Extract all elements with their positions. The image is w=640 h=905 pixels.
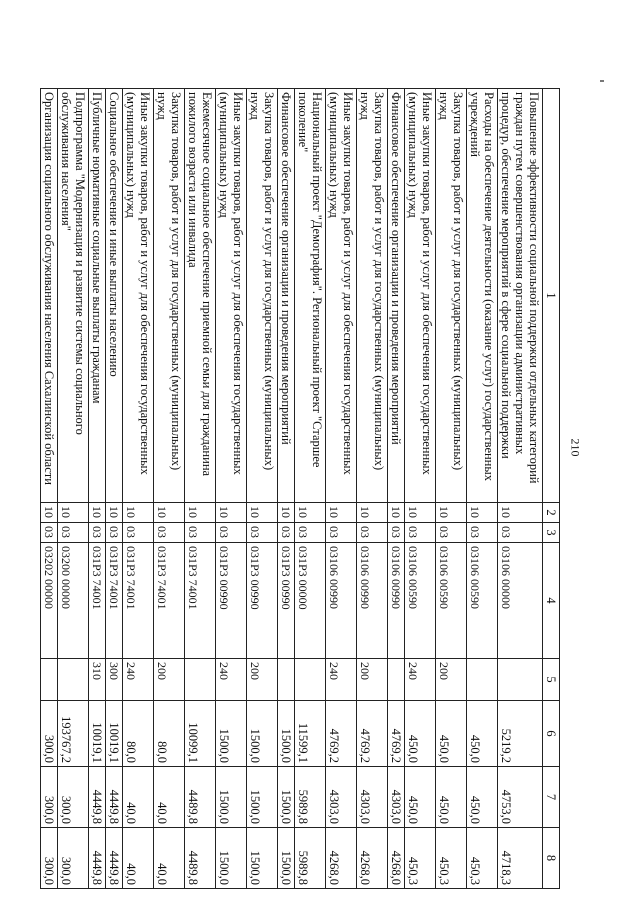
column-header: 2 xyxy=(543,503,560,523)
row-value-cell: 03 xyxy=(216,523,247,543)
table-row xyxy=(498,89,543,889)
row-value-cell: 031P3 74001 xyxy=(154,543,185,659)
row-value-cell: 03106 00990 xyxy=(388,543,405,659)
row-value-cell: 10019,1 xyxy=(106,701,123,767)
column-number-row xyxy=(543,89,560,889)
row-value-cell: 200 xyxy=(154,659,185,701)
row-value-cell: 5989,8 xyxy=(295,828,326,889)
row-value-cell: 4268,0 xyxy=(357,828,388,889)
row-value-cell: 03106 00590 xyxy=(436,543,467,659)
row-value-cell: 4489,8 xyxy=(185,767,216,828)
row-value-cell: 10 xyxy=(247,503,278,523)
row-value-cell: 450,0 xyxy=(436,701,467,767)
row-value-cell: 10 xyxy=(216,503,247,523)
row-value-cell: 10 xyxy=(89,503,106,523)
row-value-cell: 03202 00000 xyxy=(41,543,58,659)
row-value-cell: 11599,1 xyxy=(295,701,326,767)
row-value-cell: 1500,0 xyxy=(216,828,247,889)
row-value-cell: 450,3 xyxy=(405,828,436,889)
row-value-cell: 10099,1 xyxy=(185,701,216,767)
row-value-cell: 10 xyxy=(154,503,185,523)
table-row xyxy=(89,89,106,889)
row-value-cell: 1500,0 xyxy=(247,767,278,828)
column-header: 6 xyxy=(543,701,560,767)
row-value-cell: 10 xyxy=(326,503,357,523)
column-header: 8 xyxy=(543,828,560,889)
row-value-cell: 4718,3 xyxy=(498,828,543,889)
row-value-cell xyxy=(467,659,498,701)
row-name-cell: Иные закупки товаров, работ и услуг для обеспечения государственных (муниципальных) нужд xyxy=(123,89,154,503)
row-value-cell: 40,0 xyxy=(123,828,154,889)
row-value-cell: 03 xyxy=(154,523,185,543)
table-row xyxy=(467,89,498,889)
table-row xyxy=(295,89,326,889)
row-name-cell: Закупка товаров, работ и услуг для государственных (муниципальных) нужд xyxy=(357,89,388,503)
row-value-cell: 10 xyxy=(106,503,123,523)
budget-table xyxy=(40,88,560,889)
table-row xyxy=(326,89,357,889)
row-value-cell: 03 xyxy=(388,523,405,543)
row-value-cell: 10 xyxy=(58,503,89,523)
row-name-cell: Повышение эффективности социальной поддержки отдельных категорий граждан путем совершенствования организации административных процедур, обеспечение мероприятий в сфере социальной поддержки xyxy=(498,89,543,503)
row-value-cell xyxy=(388,659,405,701)
row-value-cell: 03 xyxy=(295,523,326,543)
row-value-cell: 5989,8 xyxy=(295,767,326,828)
row-value-cell: 031P3 74001 xyxy=(123,543,154,659)
table-row xyxy=(405,89,436,889)
row-value-cell: 450,3 xyxy=(436,828,467,889)
table-row xyxy=(247,89,278,889)
row-name-cell: Иные закупки товаров, работ и услуг для обеспечения государственных (муниципальных) нужд xyxy=(326,89,357,503)
row-value-cell: 300,0 xyxy=(41,767,58,828)
row-value-cell: 300,0 xyxy=(58,828,89,889)
row-value-cell: 03 xyxy=(89,523,106,543)
row-name-cell: Публичные нормативные социальные выплаты гражданам xyxy=(89,89,106,503)
row-name-cell: Расходы на обеспечение деятельности (оказание услуг) государственных учреждений xyxy=(467,89,498,503)
row-value-cell: 240 xyxy=(123,659,154,701)
row-value-cell: 03 xyxy=(41,523,58,543)
row-value-cell: 4303,0 xyxy=(388,767,405,828)
row-value-cell: 4303,0 xyxy=(357,767,388,828)
row-name-cell: Организация социального обслуживания населения Сахалинской области xyxy=(41,89,58,503)
column-header: 7 xyxy=(543,767,560,828)
row-value-cell: 031P3 00990 xyxy=(247,543,278,659)
table-row xyxy=(154,89,185,889)
row-value-cell: 03 xyxy=(185,523,216,543)
row-value-cell: 03106 00000 xyxy=(498,543,543,659)
row-value-cell: 10 xyxy=(405,503,436,523)
row-value-cell: 4449,8 xyxy=(106,828,123,889)
row-value-cell: 10 xyxy=(498,503,543,523)
row-value-cell: 4449,8 xyxy=(89,767,106,828)
row-value-cell: 40,0 xyxy=(154,828,185,889)
row-value-cell xyxy=(58,659,89,701)
row-name-cell: Иные закупки товаров, работ и услуг для обеспечения государственных (муниципальных) нужд xyxy=(216,89,247,503)
row-value-cell: 10 xyxy=(388,503,405,523)
row-value-cell: 80,0 xyxy=(123,701,154,767)
row-value-cell: 1500,0 xyxy=(216,767,247,828)
row-value-cell xyxy=(41,659,58,701)
row-value-cell xyxy=(295,659,326,701)
row-value-cell: 03 xyxy=(123,523,154,543)
row-name-cell: Национальный проект "Демография". Региональный проект "Старшее поколение" xyxy=(295,89,326,503)
row-value-cell: 240 xyxy=(216,659,247,701)
row-value-cell: 10 xyxy=(467,503,498,523)
row-value-cell: 4268,0 xyxy=(388,828,405,889)
row-value-cell: 03 xyxy=(326,523,357,543)
row-value-cell: 4769,2 xyxy=(388,701,405,767)
row-value-cell: 450,0 xyxy=(405,701,436,767)
row-value-cell: 10 xyxy=(123,503,154,523)
row-value-cell xyxy=(278,659,295,701)
row-value-cell: 03 xyxy=(498,523,543,543)
row-value-cell: 03 xyxy=(106,523,123,543)
table-body xyxy=(41,89,543,889)
table-row xyxy=(357,89,388,889)
row-value-cell: 240 xyxy=(405,659,436,701)
row-value-cell: 193767,2 xyxy=(58,701,89,767)
row-name-cell: Финансовое обеспечение организации и проведения мероприятий xyxy=(278,89,295,503)
row-value-cell: 240 xyxy=(326,659,357,701)
column-header: 1 xyxy=(543,89,560,503)
table-row xyxy=(58,89,89,889)
row-value-cell: 03200 00000 xyxy=(58,543,89,659)
row-value-cell: 450,3 xyxy=(467,828,498,889)
table-row xyxy=(436,89,467,889)
row-value-cell: 10 xyxy=(278,503,295,523)
row-value-cell: 031P3 00990 xyxy=(278,543,295,659)
row-value-cell: 4769,2 xyxy=(326,701,357,767)
row-value-cell: 10 xyxy=(295,503,326,523)
row-value-cell: 031P3 74001 xyxy=(185,543,216,659)
row-name-cell: Финансовое обеспечение организации и проведения мероприятий xyxy=(388,89,405,503)
row-value-cell: 031P3 00000 xyxy=(295,543,326,659)
row-value-cell: 03106 00990 xyxy=(326,543,357,659)
row-value-cell: 5219,2 xyxy=(498,701,543,767)
row-name-cell: Закупка товаров, работ и услуг для государственных (муниципальных) нужд xyxy=(436,89,467,503)
table-row xyxy=(216,89,247,889)
column-header: 3 xyxy=(543,523,560,543)
row-name-cell: Закупка товаров, работ и услуг для государственных (муниципальных) нужд xyxy=(154,89,185,503)
rotated-budget-table-container xyxy=(30,88,560,888)
row-value-cell: 1500,0 xyxy=(216,701,247,767)
row-value-cell: 03 xyxy=(278,523,295,543)
row-value-cell: 1500,0 xyxy=(278,767,295,828)
row-value-cell: 1500,0 xyxy=(247,828,278,889)
row-value-cell: 40,0 xyxy=(123,767,154,828)
table-row xyxy=(278,89,295,889)
row-value-cell: 4268,0 xyxy=(326,828,357,889)
row-value-cell: 10 xyxy=(436,503,467,523)
row-value-cell: 1500,0 xyxy=(247,701,278,767)
row-value-cell: 450,0 xyxy=(467,767,498,828)
row-value-cell: 80,0 xyxy=(154,701,185,767)
row-value-cell: 450,0 xyxy=(436,767,467,828)
row-value-cell xyxy=(185,659,216,701)
row-value-cell: 4769,2 xyxy=(357,701,388,767)
row-value-cell: 03 xyxy=(247,523,278,543)
row-value-cell: 4449,8 xyxy=(106,767,123,828)
row-value-cell: 300,0 xyxy=(41,828,58,889)
row-value-cell: 03106 00590 xyxy=(405,543,436,659)
row-value-cell: 40,0 xyxy=(154,767,185,828)
row-value-cell: 03106 00590 xyxy=(467,543,498,659)
page-number: 210 xyxy=(568,438,583,457)
row-value-cell: 03 xyxy=(405,523,436,543)
table-row xyxy=(388,89,405,889)
row-value-cell: 4753,0 xyxy=(498,767,543,828)
row-value-cell: 1500,0 xyxy=(278,828,295,889)
row-value-cell: 031P3 74001 xyxy=(89,543,106,659)
row-value-cell: 1500,0 xyxy=(278,701,295,767)
row-value-cell: 10 xyxy=(41,503,58,523)
row-value-cell: 450,0 xyxy=(467,701,498,767)
row-value-cell: 03106 00990 xyxy=(357,543,388,659)
row-value-cell: 4489,8 xyxy=(185,828,216,889)
row-value-cell: 10 xyxy=(185,503,216,523)
row-value-cell: 300,0 xyxy=(58,767,89,828)
table-row xyxy=(41,89,58,889)
row-value-cell: 200 xyxy=(436,659,467,701)
row-value-cell: 03 xyxy=(58,523,89,543)
row-name-cell: Иные закупки товаров, работ и услуг для обеспечения государственных (муниципальных) нужд xyxy=(405,89,436,503)
table-row xyxy=(185,89,216,889)
row-value-cell xyxy=(498,659,543,701)
row-value-cell: 450,0 xyxy=(405,767,436,828)
row-value-cell: 10019,1 xyxy=(89,701,106,767)
row-value-cell: 4303,0 xyxy=(326,767,357,828)
row-value-cell: 200 xyxy=(247,659,278,701)
row-value-cell: 03 xyxy=(357,523,388,543)
row-value-cell: 10 xyxy=(357,503,388,523)
row-name-cell: Подпрограмма "Модернизация и развитие системы социального обслуживания населения" xyxy=(58,89,89,503)
column-header: 4 xyxy=(543,543,560,659)
row-value-cell: 310 xyxy=(89,659,106,701)
table-row xyxy=(123,89,154,889)
row-value-cell: 03 xyxy=(436,523,467,543)
row-name-cell: Закупка товаров, работ и услуг для государственных (муниципальных) нужд xyxy=(247,89,278,503)
row-name-cell: Ежемесячное социальное обеспечение приемной семьи для гражданина пожилого возраста или инвалида xyxy=(185,89,216,503)
row-value-cell: 031P3 00990 xyxy=(216,543,247,659)
row-value-cell: 03 xyxy=(467,523,498,543)
row-value-cell: 200 xyxy=(357,659,388,701)
row-value-cell: 4449,8 xyxy=(89,828,106,889)
table-row xyxy=(106,89,123,889)
scan-artifact xyxy=(600,80,604,82)
row-name-cell: Социальное обеспечение и иные выплаты населению xyxy=(106,89,123,503)
column-header: 5 xyxy=(543,659,560,701)
row-value-cell: 300 xyxy=(106,659,123,701)
row-value-cell: 300,0 xyxy=(41,701,58,767)
row-value-cell: 031P3 74001 xyxy=(106,543,123,659)
